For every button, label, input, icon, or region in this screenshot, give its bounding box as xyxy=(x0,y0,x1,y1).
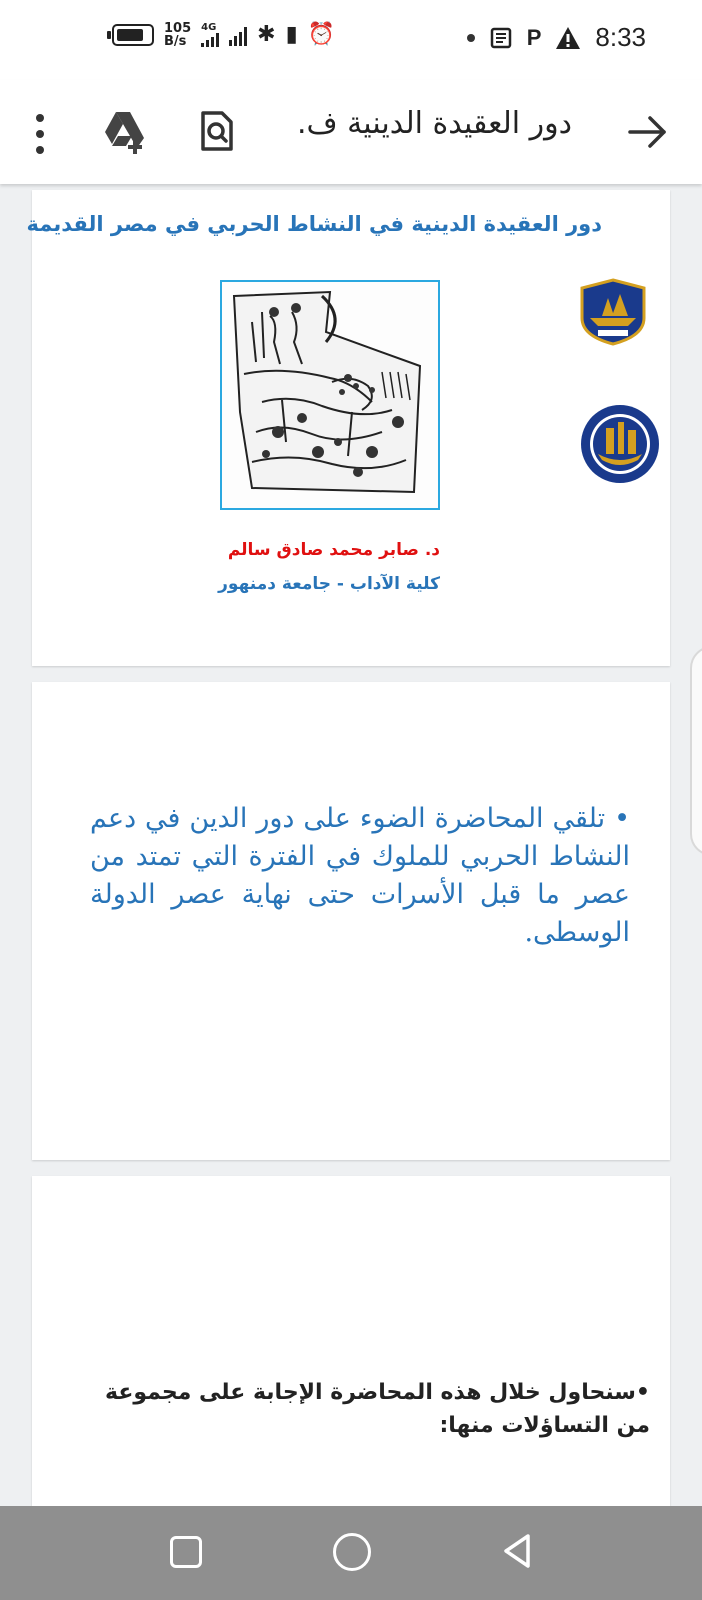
recent-apps-icon[interactable] xyxy=(170,1536,202,1568)
vibrate-icon: ▮ xyxy=(285,22,298,47)
clock-time: 8:33 xyxy=(595,22,646,52)
network-type: 4G xyxy=(201,22,217,33)
back-arrow-icon[interactable] xyxy=(628,114,668,150)
status-left-group xyxy=(112,22,335,48)
menu-dots-icon[interactable] xyxy=(32,114,48,154)
p-icon: P xyxy=(526,24,542,50)
status-right-group xyxy=(467,22,646,53)
slide-question-text: •سنحاول خلال هذه المحاضرة الإجابة على مجموعة من التساؤلات منها: xyxy=(104,1380,650,1438)
signal-4g-icon xyxy=(201,23,219,47)
add-to-drive-icon[interactable] xyxy=(102,110,148,154)
slide-page-2 xyxy=(32,682,670,1160)
status-bar xyxy=(0,0,702,80)
slide-page-1 xyxy=(26,190,670,666)
palette-relief-image xyxy=(220,280,440,510)
nav-back-icon[interactable] xyxy=(500,1532,534,1570)
alarm-icon: ⏰ xyxy=(307,22,336,47)
faculty-name: كلية الآداب - جامعة دمنهور xyxy=(218,574,440,594)
slide-page-3 xyxy=(32,1176,670,1506)
find-in-page-icon[interactable] xyxy=(200,110,234,152)
university-logo-icon xyxy=(578,278,648,346)
network-speed-value: 105 xyxy=(164,21,192,36)
warning-icon xyxy=(555,26,581,50)
bluetooth-icon: ✱ xyxy=(257,22,276,47)
faculty-logo-icon xyxy=(578,402,662,486)
network-speed-unit: B/s xyxy=(164,34,187,49)
system-navigation-bar xyxy=(0,1506,702,1600)
slide-title: دور العقيدة الدينية في النشاط الحربي في مصر القديمة xyxy=(26,212,602,236)
news-icon xyxy=(489,26,513,50)
slide-bullet-text: • تلقي المحاضرة الضوء على دور الدين في دعم النشاط الحربي للملوك في الفترة التي تمتد من عصر ما قبل الأسرات حتى نهاية عصر الدولة الوسطى. xyxy=(90,800,630,952)
home-icon[interactable] xyxy=(333,1533,371,1571)
network-speed xyxy=(164,22,191,48)
battery-icon xyxy=(112,24,154,46)
author-name: د. صابر محمد صادق سالم xyxy=(227,540,440,560)
document-title: دور العقيدة الدينية ف. xyxy=(297,106,572,141)
document-toolbar xyxy=(0,80,702,184)
notification-dot-icon xyxy=(467,34,475,42)
signal-strength-icon xyxy=(229,24,247,46)
fast-scroll-handle[interactable] xyxy=(690,646,702,856)
